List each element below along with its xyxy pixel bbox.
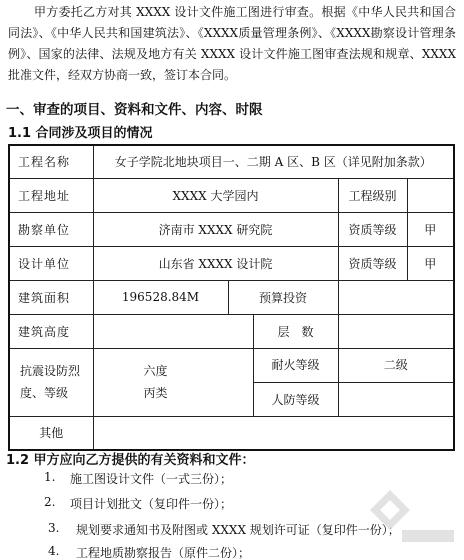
row-area [9,280,454,314]
seismic-value-line-1: 六度 [143,364,168,378]
area-label: 建筑面积 [9,280,93,314]
grade-value [407,178,454,212]
row-height [9,314,454,348]
list-item-number: 2. [44,495,56,509]
list-item-text: 工程地质勘察报告（原件二份）； [76,546,251,560]
project-name-label: 工程名称 [9,145,93,178]
list-item-number: 3. [48,521,60,535]
height-label: 建筑高度 [9,314,93,348]
seismic-label [9,348,93,416]
design-qual-label: 资质等级 [338,246,407,280]
row-project-name [9,145,454,178]
design-qual-value: 甲 [407,246,454,280]
other-label: 其他 [9,416,93,450]
section-1-1-heading: 1.1 合同涉及项目的情况 [8,126,153,141]
section-1-2-heading: 1.2 甲方应向乙方提供的有关资料和文件： [6,453,255,468]
site-value: XXXX 大学园内 [93,178,338,212]
list-item-number: 1. [44,470,56,484]
row-survey-unit [9,212,454,246]
survey-unit-value: 济南市 XXXX 研究院 [93,212,338,246]
project-info-table [8,144,455,451]
floors-value [338,314,454,348]
seismic-value [93,348,253,416]
seismic-value-line-2: 丙类 [143,386,168,400]
section-1-heading: 一、审查的项目、资料和文件、内容、时限 [6,102,263,118]
watermark-logo-icon [362,486,458,546]
grade-label: 工程级别 [338,178,407,212]
survey-unit-label: 勘察单位 [9,212,93,246]
civil-value [338,382,454,416]
budget-label: 预算投资 [228,280,338,314]
row-other [9,416,454,450]
list-item-text: 项目计划批文（复印件一份）； [70,497,233,511]
other-value [93,416,454,450]
height-value [93,314,253,348]
design-unit-value: 山东省 XXXX 设计院 [93,246,338,280]
area-value: 196528.84M [93,280,228,314]
survey-qual-value: 甲 [407,212,454,246]
fire-value: 二级 [338,348,454,382]
fire-label: 耐火等级 [253,348,338,382]
seismic-label-line-2: 度、等级 [20,386,69,400]
design-unit-label: 设计单位 [9,246,93,280]
list-item-number: 4. [48,544,60,558]
survey-qual-label: 资质等级 [338,212,407,246]
row-site [9,178,454,212]
seismic-label-line-1: 抗震设防烈 [20,364,81,378]
site-label: 工程地址 [9,178,93,212]
list-item-text: 施工图设计文件（一式三份）； [70,472,233,486]
list-item-text: 规划要求通知书及附图或 XXXX 规划许可证（复印件一份）； [76,523,400,537]
civil-label: 人防等级 [253,382,338,416]
floors-label: 层 数 [253,314,338,348]
row-seismic-fire [9,348,454,382]
row-design-unit [9,246,454,280]
project-name-value: 女子学院北地块项目一、二期 A 区、B 区（详见附加条款） [93,145,454,178]
budget-value [338,280,454,314]
intro-paragraph: 甲方委托乙方对其 XXXX 设计文件施工图进行审查。根据《中华人民共和国合同法》、《中华人民共和国建筑法》、《XXXX质量管理条例》、《XXXX勘察设计管理条例》、国家的法律、法规及地方有关 XXXX 设计文件施工图审查法规和规章、XXXX批准文件，经双方协商一致，签订本合同。 [8,5,456,82]
